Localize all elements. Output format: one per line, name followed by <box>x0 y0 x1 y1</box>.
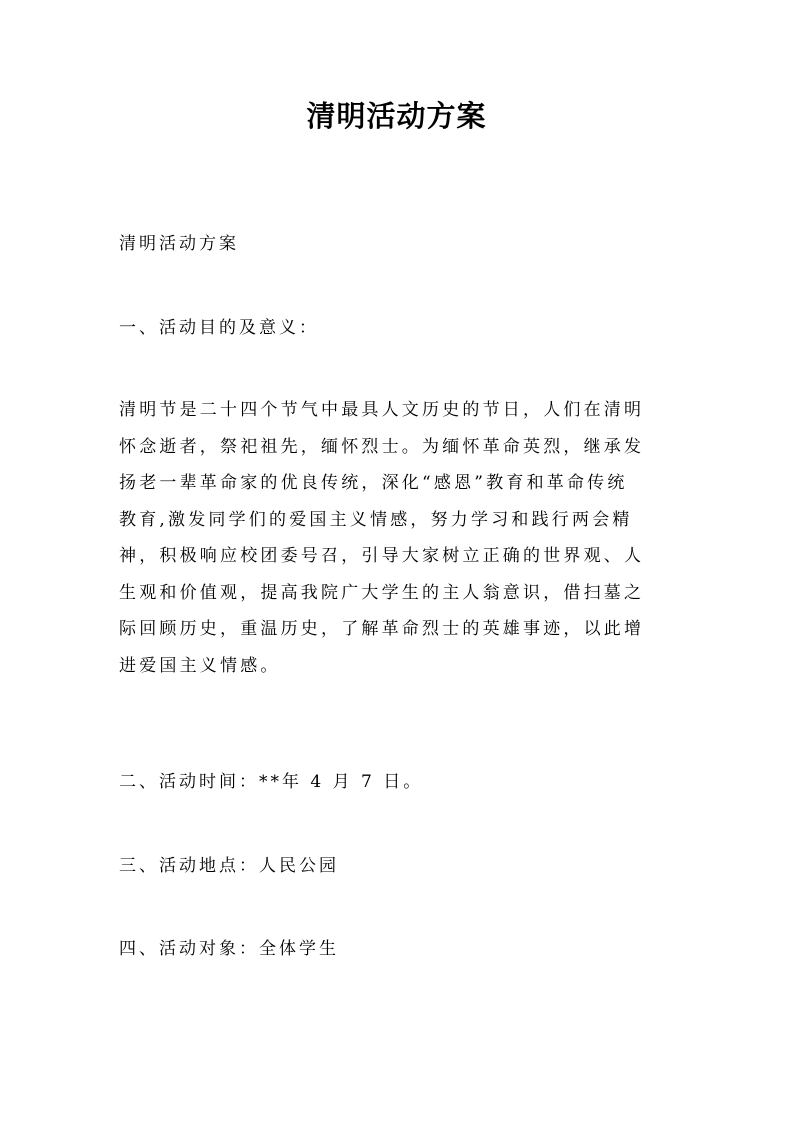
section-heading-purpose: 一、活动目的及意义： <box>119 318 319 338</box>
purpose-paragraph <box>119 392 679 684</box>
paragraph-line: 神，积极响应校团委号召，引导大家树立正确的世界观、人 <box>119 546 645 566</box>
subtitle: 清明活动方案 <box>119 234 239 254</box>
paragraph-line: 清明节是二十四个节气中最具人文历史的节日，人们在清明 <box>119 400 645 420</box>
paragraph-line: 扬老一辈革命家的优良传统，深化“感恩”教育和革命传统 <box>119 473 628 493</box>
section-time: 二、活动时间：**年 4 月 7 日。 <box>119 772 424 792</box>
section-location: 三、活动地点：人民公园 <box>119 856 339 876</box>
paragraph-line: 教育,激发同学们的爱国主义情感，努力学习和践行两会精 <box>119 509 633 530</box>
paragraph-line: 际回顾历史，重温历史，了解革命烈士的英雄事迹，以此增 <box>119 619 645 639</box>
page-title: 清明活动方案 <box>306 99 487 133</box>
section-audience: 四、活动对象：全体学生 <box>119 939 339 959</box>
paragraph-line: 怀念逝者，祭祀祖先，缅怀烈士。为缅怀革命英烈，继承发 <box>119 436 645 457</box>
paragraph-line: 进爱国主义情感。 <box>119 655 281 676</box>
paragraph-line: 生观和价值观，提高我院广大学生的主人翁意识，借扫墓之 <box>119 582 645 603</box>
